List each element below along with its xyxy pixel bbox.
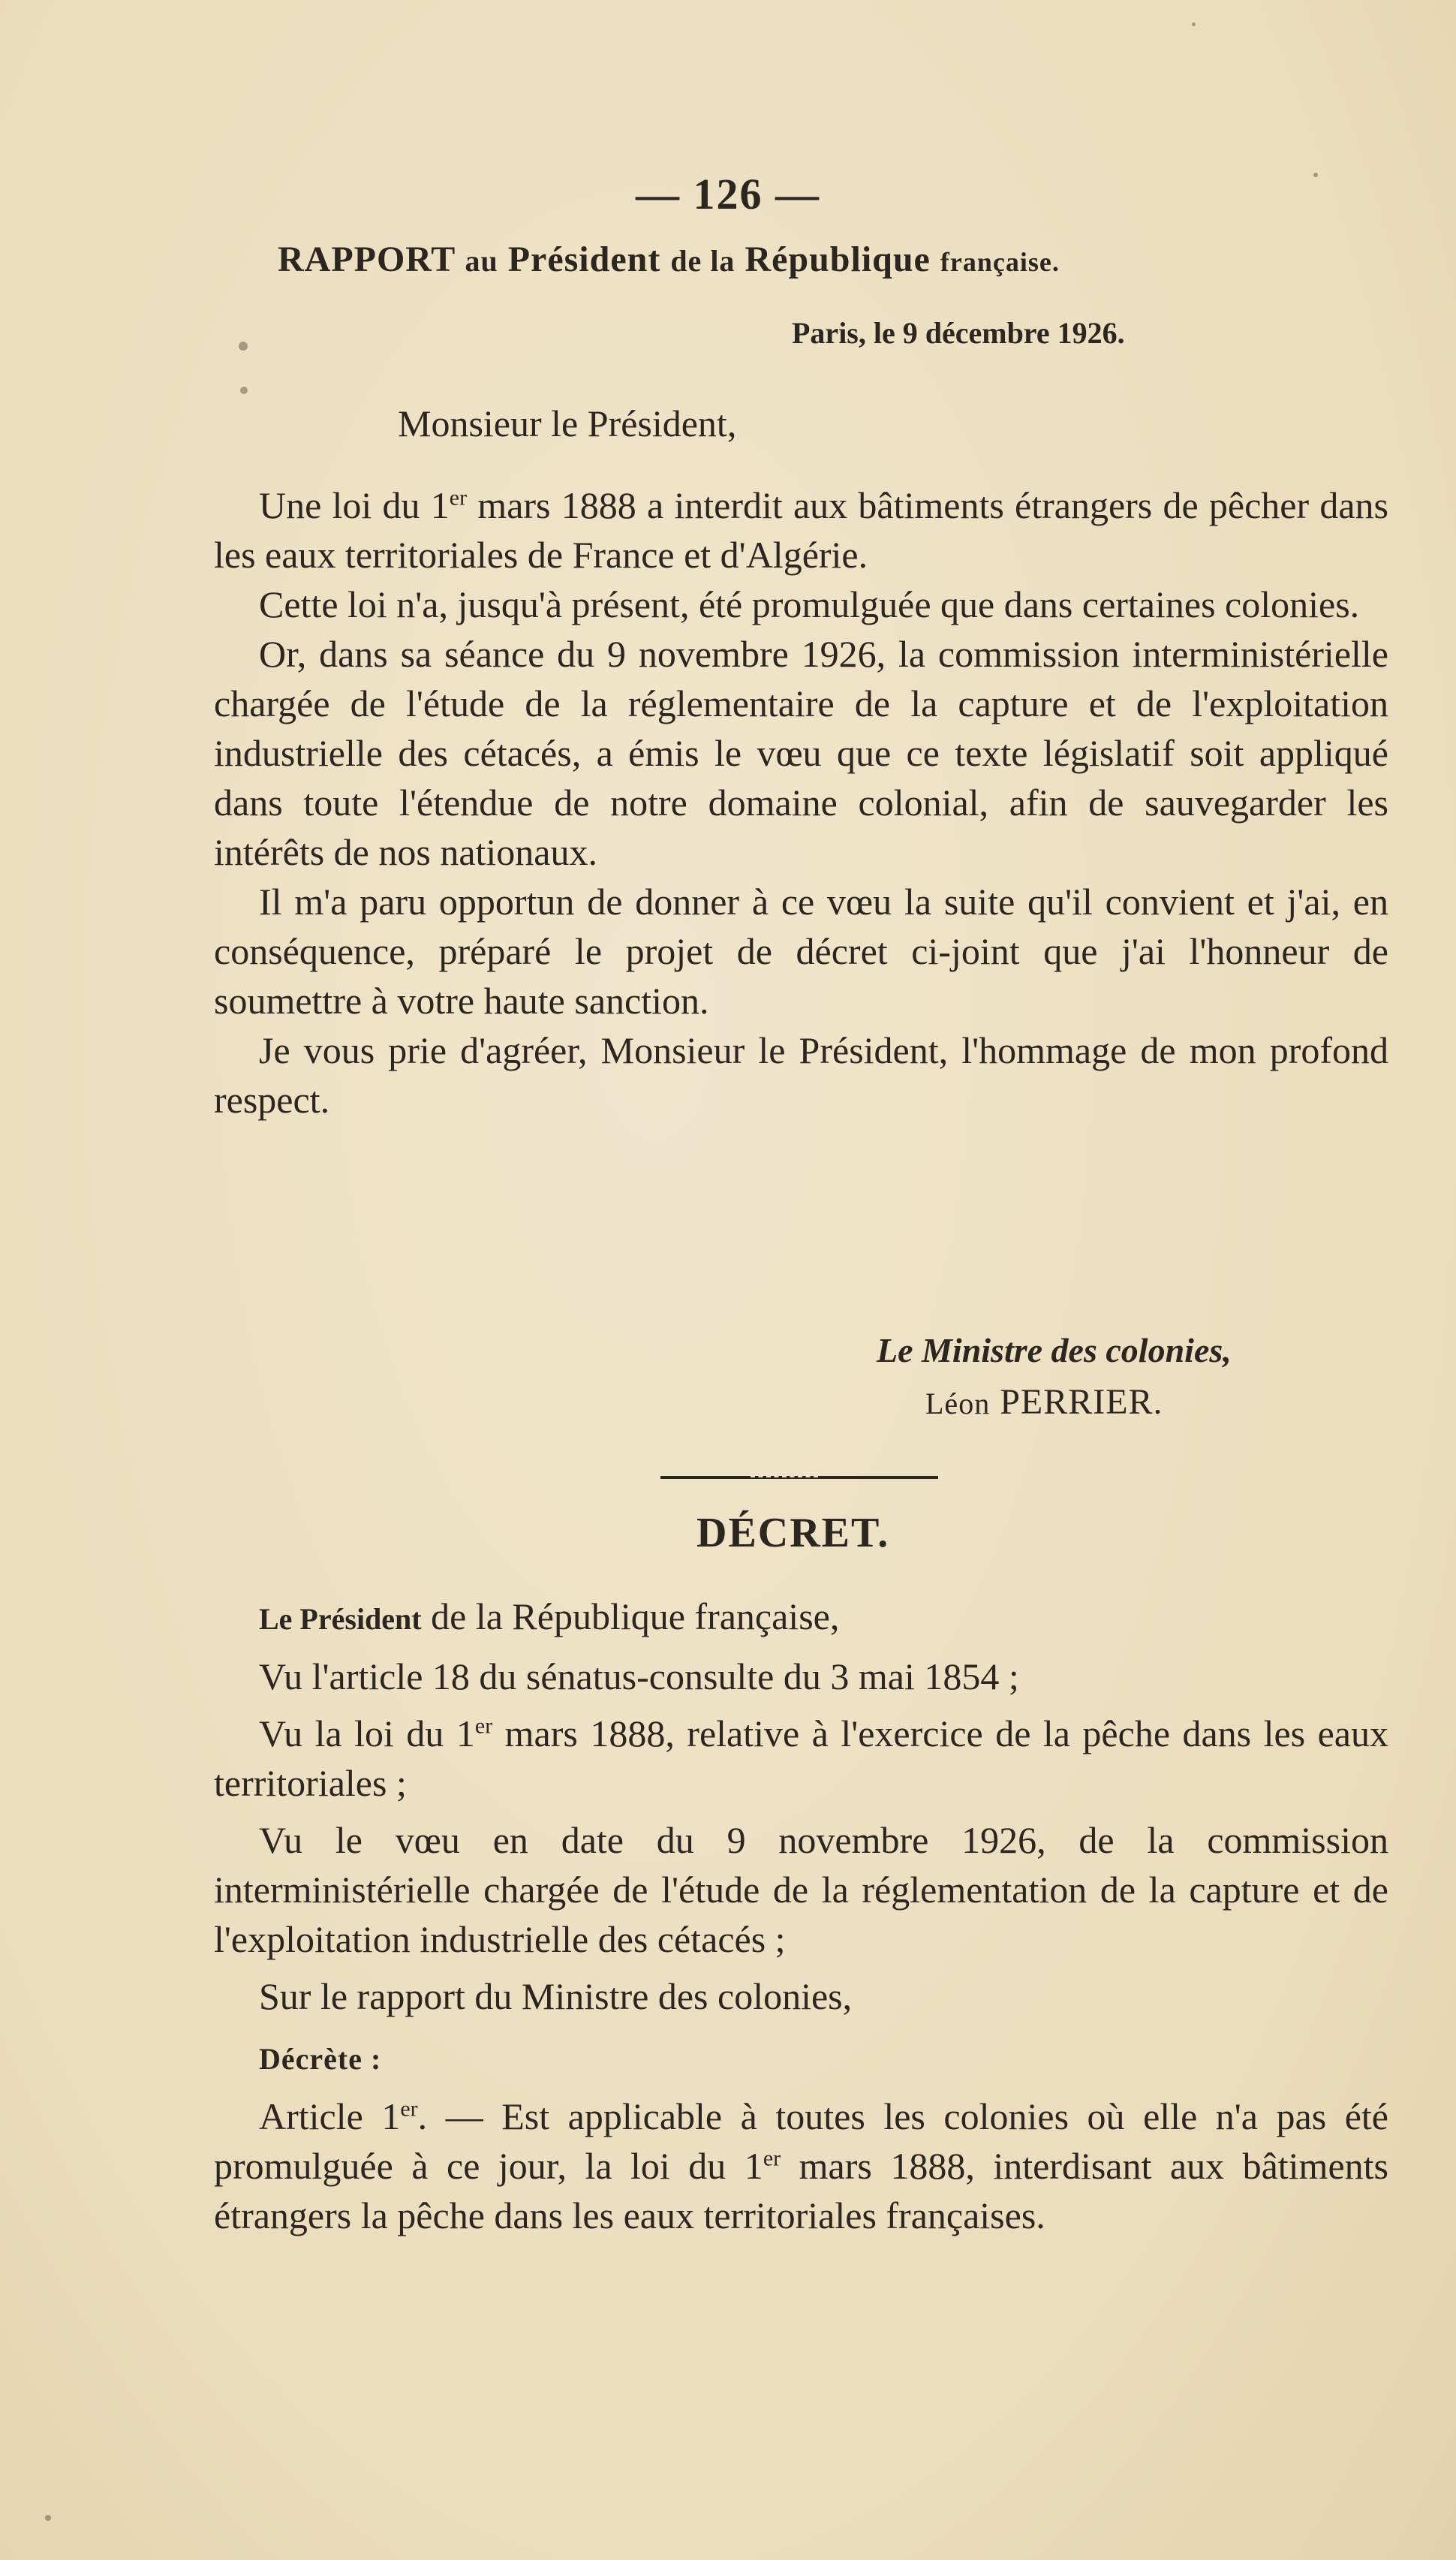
- report-body: [214, 480, 1388, 1125]
- decree-body: [214, 1592, 1388, 2240]
- title-au: au: [465, 244, 498, 278]
- signature-first-name: Léon: [925, 1387, 991, 1420]
- report-title: [278, 239, 1381, 280]
- dateline: Paris, le 9 décembre 1926.: [792, 316, 1125, 350]
- p1-text-a: Une loi du 1: [259, 484, 450, 526]
- vu2-text-b: mars 1888, relative à l'exercice de la pêche dans les eaux territoriales ;: [214, 1712, 1389, 1804]
- decrete-label: Décrète :: [259, 2042, 382, 2076]
- decree-intro-rest: de la République française,: [421, 1595, 840, 1637]
- title-de-la: de la: [670, 244, 736, 278]
- report-paragraph-1: [214, 480, 1388, 580]
- p1-text-b: mars 1888 a interdit aux bâtiments étrangers de pêcher dans les eaux territoriales de France et d'Algérie.: [214, 484, 1388, 576]
- signature-last-name: PERRIER.: [1000, 1382, 1163, 1422]
- paper-speck: [45, 2515, 51, 2521]
- art-text-c: mars 1888, interdisant aux bâtiments étrangers la pêche dans les eaux territoriales françaises.: [214, 2145, 1388, 2236]
- title-president: Président: [507, 239, 661, 279]
- paper-speck: [1313, 173, 1318, 177]
- decree-intro-sc: Le Président: [259, 1602, 422, 1636]
- vu2-sup: er: [474, 1713, 493, 1739]
- report-paragraph-3: Or, dans sa séance du 9 novembre 1926, la commission interministérielle chargée de l'étude de la réglementaire de la capture et de l'exploitation industrielle des cétacés, a émis le vœu que ce texte législatif soit appliqué dans toute l'étendue de notre domaine colonial, afin de sauvegarder les intérêts de nos nationaux.: [214, 633, 1388, 873]
- report-paragraph-4: Il m'a paru opportun de donner à ce vœu la suite qu'il convient et j'ai, en conséquence, préparé le projet de décret ci-joint que j'ai l'honneur de soumettre à votre haute sanction.: [214, 881, 1388, 1022]
- title-rapport: RAPPORT: [278, 239, 456, 279]
- paper-speck: [239, 342, 248, 351]
- title-republique: République: [745, 239, 931, 279]
- art-sup-2: er: [763, 2146, 781, 2171]
- decree-vu-2: [214, 1709, 1388, 1808]
- decree-intro: [214, 1592, 1388, 1644]
- paper-speck: [240, 387, 248, 394]
- report-paragraph-5: Je vous prie d'agréer, Monsieur le Président, l'hommage de mon profond respect.: [214, 1029, 1388, 1121]
- decree-sur: Sur le rapport du Ministre des colonies,: [259, 1975, 853, 2017]
- signature-name: [925, 1381, 1163, 1423]
- page-number: — 126 —: [636, 170, 820, 218]
- title-francaise: française.: [940, 247, 1060, 277]
- paper-speck: [1192, 23, 1196, 26]
- vu2-text-a: Vu la loi du 1: [259, 1712, 475, 1754]
- section-divider: [660, 1476, 938, 1479]
- art-text-b: . — Est applicable à toutes les colonies où elle n'a pas été promulguée à ce jour, la loi du 1: [214, 2095, 1388, 2187]
- decree-heading: DÉCRET.: [696, 1510, 890, 1556]
- decree-decrete: [214, 2031, 1388, 2084]
- p1-sup: er: [449, 485, 468, 510]
- decree-vu-3: Vu le vœu en date du 9 novembre 1926, de la commission interministérielle chargée de l'étude de la réglementation de la capture et de l'exploitation industrielle des cétacés ;: [214, 1819, 1388, 1960]
- report-paragraph-2: Cette loi n'a, jusqu'à présent, été promulguée que dans certaines colonies.: [259, 583, 1360, 625]
- art-text-a: Article 1: [259, 2095, 401, 2137]
- art-sup-1: er: [400, 2096, 418, 2122]
- signature-title: Le Ministre des colonies,: [877, 1331, 1232, 1369]
- decree-vu-1: Vu l'article 18 du sénatus-consulte du 3 mai 1854 ;: [259, 1655, 1019, 1697]
- decree-article-1: [214, 2092, 1388, 2240]
- salutation: Monsieur le Président,: [398, 402, 737, 444]
